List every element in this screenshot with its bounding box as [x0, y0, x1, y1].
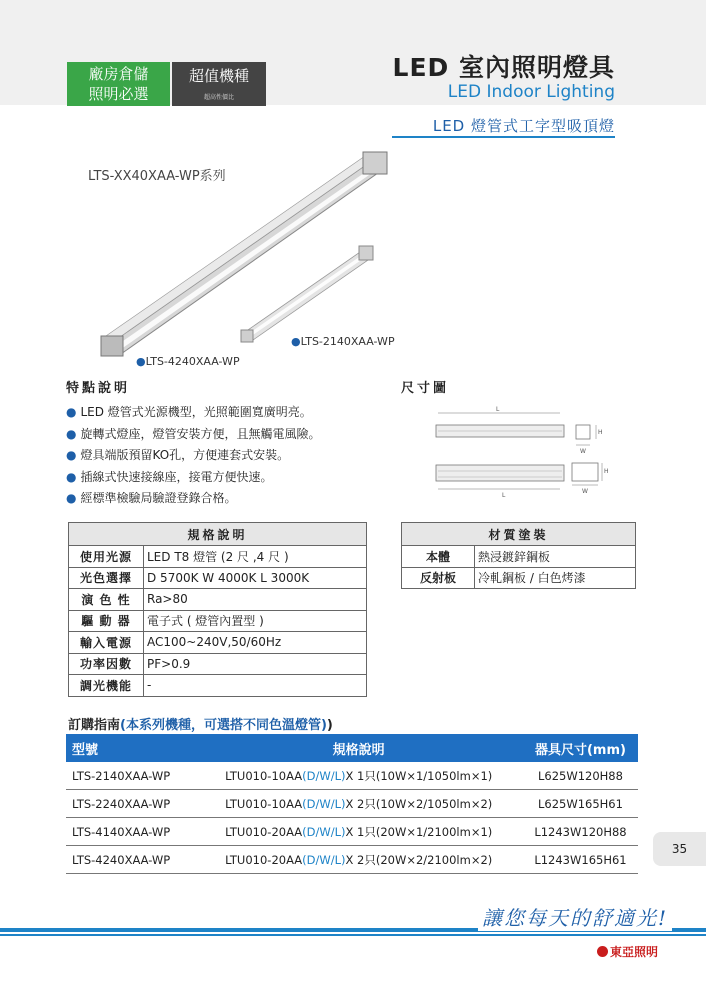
spec-code: LTU010-10AA	[225, 796, 303, 811]
tag-dark-line2: 超高性價比	[203, 94, 234, 101]
col-spec: 規格說明	[194, 734, 523, 762]
order-title-prefix: 訂購指南	[68, 718, 121, 733]
tag-green-line2: 照明必選	[88, 85, 149, 103]
footer-slogan: 讓您每天的舒適光!	[478, 902, 672, 931]
product-illustration	[95, 150, 395, 360]
dim-label-W-top: W	[580, 448, 586, 455]
spec-code: LTU010-20AA	[225, 824, 303, 839]
material-value: 冷軋鋼板 / 白色烤漆	[475, 567, 636, 589]
bullet-dot: ●	[66, 405, 77, 419]
spec-value: LED T8 燈管 (2 尺 ,4 尺 )	[144, 546, 367, 568]
footer-rule-thin	[0, 934, 706, 936]
feature-text: 燈具端版預留KO孔，方便連套式安裝。	[80, 448, 290, 462]
bullet-dot: ●	[136, 355, 146, 368]
page-title-en: LED Indoor Lighting	[447, 82, 615, 102]
list-item	[66, 445, 321, 467]
spec-code: LTU010-20AA	[225, 852, 303, 867]
spec-value: -	[144, 675, 367, 697]
col-model: 型號	[66, 734, 194, 762]
spec-color: (D/W/L)	[302, 768, 346, 783]
size-cell: L1243W165H61	[523, 846, 638, 874]
spec-value: PF>0.9	[144, 653, 367, 675]
dim-label-H-bottom: H	[604, 468, 609, 475]
dim-label-W-bottom: W	[582, 488, 588, 495]
spec-cell	[194, 846, 523, 874]
size-cell: L1243W120H88	[523, 818, 638, 846]
logo-text: 東亞照明	[610, 945, 659, 959]
material-value: 熱浸鍍鋅鋼板	[475, 546, 636, 568]
spec-code: LTU010-10AA	[225, 768, 303, 783]
dim-label-L-top: L	[496, 406, 500, 413]
feature-text: 旋轉式燈座，燈管安裝方便，且無觸電風險。	[80, 426, 321, 441]
model-cell: LTS-2240XAA-WP	[66, 790, 194, 818]
small-fixture-image	[241, 246, 373, 342]
spec-cell	[194, 762, 523, 790]
bullet-dot: ●	[66, 448, 77, 462]
table-row	[66, 818, 638, 846]
spec-key: 驅 動 器	[69, 610, 144, 632]
table-row	[69, 653, 367, 675]
spec-table	[68, 522, 367, 697]
table-row	[402, 546, 636, 568]
spec-cell	[194, 790, 523, 818]
spec-color: (D/W/L)	[302, 796, 346, 811]
features-list	[66, 402, 321, 510]
tag-dark-line1: 超值機種	[188, 67, 249, 85]
spec-value: AC100~240V,50/60Hz	[144, 632, 367, 654]
dimension-heading: 尺寸圖	[401, 381, 450, 396]
list-item	[66, 488, 321, 510]
spec-heading: 規格說明	[69, 523, 367, 546]
list-item	[66, 424, 321, 446]
model-cell: LTS-4140XAA-WP	[66, 818, 194, 846]
table-row	[69, 610, 367, 632]
material-table	[401, 522, 636, 589]
page-title: LED 室內照明燈具	[392, 53, 615, 82]
feature-text: 插線式快速接線座，接電方便快速。	[80, 469, 273, 484]
table-row	[69, 632, 367, 654]
spec-key: 調光機能	[69, 675, 144, 697]
label-small-fixture	[291, 335, 395, 348]
bullet-dot: ●	[66, 491, 77, 505]
size-cell: L625W165H61	[523, 790, 638, 818]
spec-qty: X 1只(10W×1/1050lm×1)	[345, 768, 493, 783]
spec-key: 功率因數	[69, 653, 144, 675]
order-guide-title	[68, 714, 333, 733]
table-row	[69, 589, 367, 611]
label-large-fixture	[136, 355, 240, 368]
model-cell: LTS-2140XAA-WP	[66, 762, 194, 790]
list-item	[66, 467, 321, 489]
spec-value: 電子式 ( 燈管內置型 )	[144, 610, 367, 632]
table-row	[69, 546, 367, 568]
tag-green-line1: 廠房倉儲	[88, 65, 149, 83]
spec-key: 使用光源	[69, 546, 144, 568]
features-heading: 特點說明	[66, 381, 131, 396]
spec-value: Ra>80	[144, 589, 367, 611]
feature-text: LED 燈管式光源機型，光照範圍寬廣明亮。	[80, 405, 312, 419]
tag-green	[67, 62, 170, 106]
page-subtitle: LED 燈管式工字型吸頂燈	[432, 117, 615, 135]
spec-cell	[194, 818, 523, 846]
table-row	[66, 846, 638, 874]
label-small-text: LTS-2140XAA-WP	[300, 335, 395, 348]
dim-label-H-top: H	[598, 429, 603, 436]
order-table	[66, 734, 638, 874]
series-label: LTS-XX40XAA-WP系列	[88, 169, 226, 184]
bullet-dot: ●	[291, 335, 301, 348]
order-title-highlight: (本系列機種，可選搭不同色溫燈管)	[120, 718, 327, 733]
size-cell: L625W120H88	[523, 762, 638, 790]
page-number: 35	[653, 832, 706, 866]
feature-text: 經標準檢驗局驗證登錄合格。	[80, 491, 237, 505]
bullet-dot: ●	[66, 469, 77, 484]
spec-key: 演 色 性	[69, 589, 144, 611]
large-fixture-image	[101, 152, 387, 356]
table-row	[69, 675, 367, 697]
subtitle-underline	[392, 136, 615, 138]
spec-key: 光色選擇	[69, 567, 144, 589]
dim-label-L-bottom: L	[502, 492, 506, 499]
logo-mark-icon	[597, 946, 608, 957]
spec-key: 輸入電源	[69, 632, 144, 654]
material-heading: 材質塗裝	[402, 523, 636, 546]
bullet-dot: ●	[66, 426, 77, 441]
list-item	[66, 402, 321, 424]
material-key: 反射板	[402, 567, 475, 589]
model-cell: LTS-4240XAA-WP	[66, 846, 194, 874]
table-row	[402, 567, 636, 589]
spec-qty: X 2只(10W×2/1050lm×2)	[345, 796, 493, 811]
spec-color: (D/W/L)	[302, 852, 346, 867]
table-row	[66, 762, 638, 790]
spec-value: D 5700K W 4000K L 3000K	[144, 567, 367, 589]
material-key: 本體	[402, 546, 475, 568]
dimension-drawing	[430, 405, 620, 515]
spec-qty: X 1只(20W×1/2100lm×1)	[345, 824, 493, 839]
col-size: 器具尺寸(mm)	[523, 734, 638, 762]
spec-qty: X 2只(20W×2/2100lm×2)	[345, 852, 493, 867]
brand-logo	[597, 943, 658, 960]
table-row	[69, 567, 367, 589]
order-title-suffix: )	[326, 718, 333, 733]
spec-color: (D/W/L)	[302, 824, 346, 839]
label-large-text: LTS-4240XAA-WP	[145, 355, 240, 368]
table-row	[66, 790, 638, 818]
tag-dark	[172, 62, 266, 106]
